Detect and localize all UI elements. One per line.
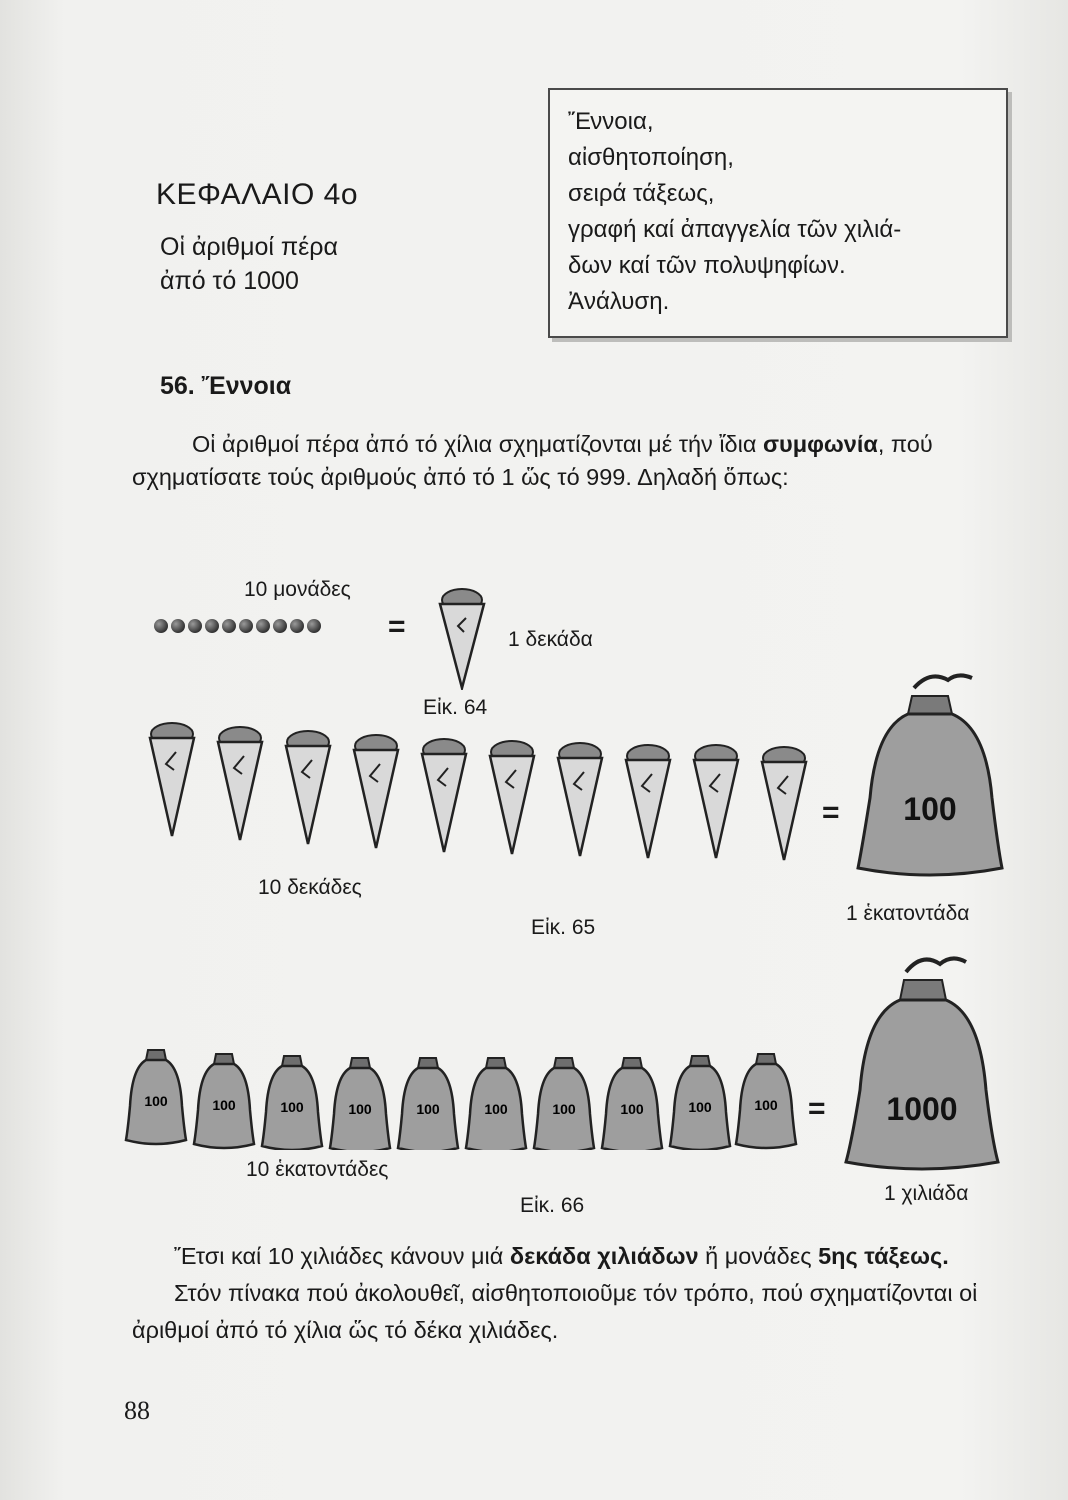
tens-label: 10 δεκάδες <box>258 876 362 899</box>
intro-text-continued: , πού σχηματίσατε τούς ἀριθμούς ἀπό τό 1 ὥς τό 999. Δηλαδή ὅπως: <box>132 431 933 490</box>
intro-text: Οἱ ἀριθμοί πέρα ἀπό τό χίλια σχηματίζονται μέ τήν ἴδια <box>192 431 763 457</box>
figure-64-caption: Εἰκ. 64 <box>423 696 488 719</box>
ten-small-sacks-row <box>120 1030 810 1150</box>
cone-icon <box>150 723 194 836</box>
cone-icon <box>218 727 262 840</box>
unit-dot-icon <box>154 619 168 633</box>
cone-icon <box>354 735 398 848</box>
small-sack-icon <box>398 1058 458 1150</box>
hundred-result-label: 1 ἑκατοντάδα <box>846 902 970 925</box>
cone-icon <box>490 741 534 854</box>
cone-icon <box>422 739 466 852</box>
concept-line: γραφή καί ἀπαγγελία τῶν χιλιά- <box>568 216 902 243</box>
thousand-result-label: 1 χιλιάδα <box>884 1182 969 1205</box>
closing-text-part: Ἔτσι καί 10 χιλιάδες κάνουν μιά <box>174 1243 510 1269</box>
sack-icon <box>852 668 1008 880</box>
closing-paragraph-1 <box>132 1238 1012 1275</box>
equals-sign: = <box>822 796 840 829</box>
small-sack-value: 100 <box>348 1101 372 1117</box>
unit-dot-icon <box>205 619 219 633</box>
small-sack-value: 100 <box>552 1101 576 1117</box>
unit-dot-icon <box>307 619 321 633</box>
intro-paragraph <box>132 428 1012 494</box>
concept-line: σειρά τάξεως, <box>568 180 715 207</box>
figure-66-caption: Εἰκ. 66 <box>520 1194 585 1217</box>
small-sack-icon <box>330 1058 390 1150</box>
unit-dot-icon <box>239 619 253 633</box>
unit-dot-icon <box>256 619 270 633</box>
unit-dot-icon <box>273 619 287 633</box>
units-dots <box>154 619 324 638</box>
closing-bold-term: δεκάδα χιλιάδων <box>509 1243 699 1269</box>
small-sack-icon <box>534 1058 594 1150</box>
small-sack-icon <box>466 1058 526 1150</box>
unit-dot-icon <box>222 619 236 633</box>
closing-text-part: ἤ μονάδες <box>698 1243 819 1269</box>
equals-sign: = <box>388 610 406 643</box>
ten-result-label: 1 δεκάδα <box>508 628 593 651</box>
section-heading: 56. Ἔννοια <box>160 372 292 400</box>
small-sack-icon <box>736 1054 796 1148</box>
cone-icon <box>762 747 806 860</box>
intro-bold-term: συμφωνία <box>762 431 878 457</box>
sack-value-label: 100 <box>903 791 957 827</box>
cone-icon <box>436 586 488 690</box>
large-sack-value-label: 1000 <box>886 1091 958 1127</box>
small-sack-value: 100 <box>688 1099 712 1115</box>
concept-line: Ἔννοια, <box>568 108 654 135</box>
cone-icon <box>558 743 602 856</box>
small-sack-value: 100 <box>754 1097 778 1113</box>
chapter-subtitle-line-1: Οἱ ἀριθμοί πέρα <box>160 233 338 261</box>
small-sack-value: 100 <box>280 1099 304 1115</box>
small-sack-icon <box>670 1056 730 1150</box>
small-sack-value: 100 <box>416 1101 440 1117</box>
small-sack-icon <box>126 1050 186 1144</box>
ten-cones-row <box>136 716 836 862</box>
closing-bold-term: 5ης τάξεως. <box>818 1243 949 1269</box>
units-label: 10 μονάδες <box>244 578 351 601</box>
small-sack-value: 100 <box>212 1097 236 1113</box>
small-sack-icon <box>262 1056 322 1150</box>
cone-icon <box>286 731 330 844</box>
concept-line: αἰσθητοποίηση, <box>568 144 734 171</box>
small-sack-value: 100 <box>144 1093 168 1109</box>
chapter-title: ΚΕΦΑΛΑΙΟ 4ο <box>156 178 359 211</box>
concept-line: δων καί τῶν πολυψηφίων. <box>568 252 846 279</box>
small-sack-value: 100 <box>620 1101 644 1117</box>
large-sack-icon <box>840 950 1004 1176</box>
unit-dot-icon <box>188 619 202 633</box>
concept-line: Ἀνάλυση. <box>568 288 670 315</box>
unit-dot-icon <box>290 619 304 633</box>
closing-text-part: Στόν πίνακα πού ἀκολουθεῖ, αἰσθητοποιοῦμε τόν τρόπο, πού σχηματίζονται οἱ ἀριθμοί ἀπό τό χίλια ὥς τό δέκα χιλιάδες. <box>132 1280 978 1343</box>
cone-icon <box>694 745 738 858</box>
concept-box <box>548 88 1008 338</box>
page-number: 88 <box>124 1396 150 1425</box>
closing-text <box>132 1238 1012 1349</box>
chapter-subtitle <box>160 230 420 298</box>
figure-65-caption: Εἰκ. 65 <box>531 916 596 939</box>
chapter-subtitle-line-2: ἀπό τό 1000 <box>160 267 299 295</box>
small-sack-icon <box>602 1058 662 1150</box>
unit-dot-icon <box>171 619 185 633</box>
cone-icon <box>626 745 670 858</box>
small-sack-icon <box>194 1054 254 1148</box>
hundreds-label: 10 ἑκατοντάδες <box>246 1158 389 1181</box>
equals-sign: = <box>808 1092 826 1125</box>
small-sack-value: 100 <box>484 1101 508 1117</box>
closing-paragraph-2 <box>132 1275 1012 1349</box>
